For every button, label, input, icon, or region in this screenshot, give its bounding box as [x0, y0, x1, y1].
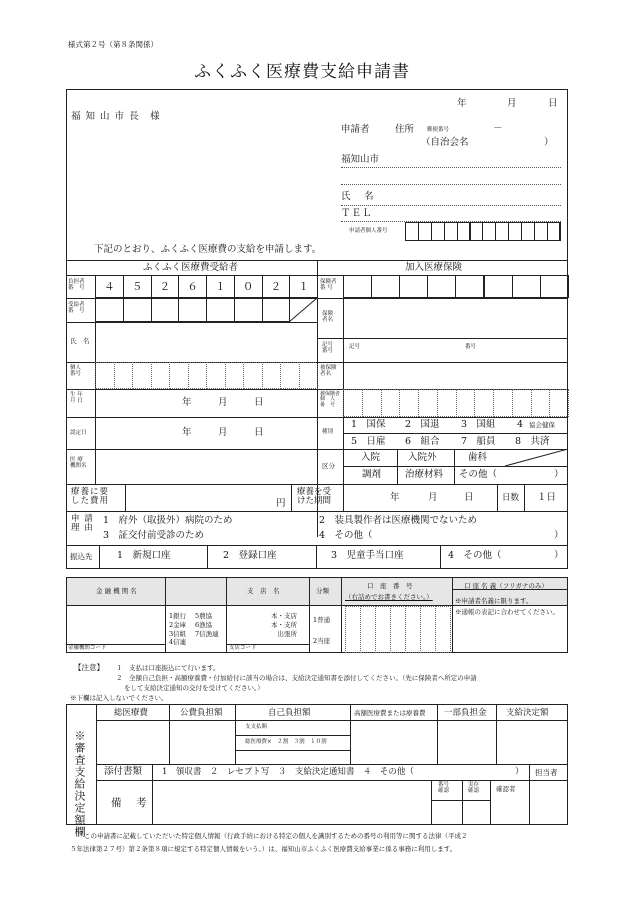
account-digit-4[interactable] — [390, 606, 406, 653]
reason-4[interactable]: 4 その他（ — [319, 530, 373, 541]
hokensha-digit-7[interactable] — [512, 275, 541, 298]
futan-label: 負担者 番 号 — [68, 279, 85, 291]
iryo-label: 医 療 機関名 — [70, 457, 87, 469]
hihoken-no-label: 被保険者 個 人 番 号 — [320, 391, 341, 408]
postal-label: 郵便番号 — [427, 127, 450, 133]
nintei-label: 認定日 — [70, 430, 87, 436]
reason-3[interactable]: 3 証交付前受診のため — [103, 530, 205, 541]
furikomi-4[interactable]: 4 その他（ — [448, 550, 502, 561]
type-4[interactable]: 4 — [517, 419, 524, 430]
hokensha-digit-5[interactable] — [455, 275, 484, 298]
jiko-l1: 支支払額 — [245, 724, 268, 730]
futan-digit-7[interactable]: ２ — [262, 275, 291, 298]
col-partial: 一部負担金 — [444, 708, 487, 718]
type-2[interactable]: 2 国退 — [405, 419, 440, 430]
col-total: 総医療費 — [114, 708, 149, 718]
type-3[interactable]: 3 国組 — [461, 419, 496, 430]
period-month: 月 — [428, 492, 438, 503]
hihoken-digit-5[interactable] — [418, 389, 438, 417]
furikomi-1[interactable]: 1 新規口座 — [117, 550, 171, 561]
type-8[interactable]: 8 共済 — [515, 436, 550, 447]
kojin-digit-8[interactable] — [225, 362, 245, 389]
note-2b: をして支給決定通知の交付を受けてください。） — [124, 684, 264, 692]
footer-line-1: この申請書に記載していただいた特定個人情報（行政手続における特定の個人を識別するための番号の利用等に関する法律（平成２ — [84, 832, 468, 840]
statement: 下記のとおり、ふくふく医療費の支給を申請します。 — [94, 244, 322, 255]
insurance-header: 加入医療保険 — [405, 262, 463, 273]
jichikai-close: ） — [544, 137, 554, 148]
futan-digit-3[interactable]: ２ — [151, 275, 180, 298]
bank-types-1: 1銀行 2金庫 3信組 4信連 — [169, 612, 187, 647]
furikomi-3[interactable]: 3 児童手当口座 — [331, 550, 404, 561]
bunrui-touza[interactable]: 2当座 — [313, 637, 331, 645]
bank-code-label: 金融機関コード — [68, 645, 107, 651]
branch-types: 本・支店 本・支所 出張所 — [271, 612, 297, 638]
jukyu-digit-4[interactable] — [178, 298, 207, 322]
kojin-digit-5[interactable] — [169, 362, 189, 389]
futan-digit-4[interactable]: ６ — [178, 275, 207, 298]
futan-digit-6[interactable]: ０ — [234, 275, 263, 298]
applicant-mynumber-cell-11[interactable] — [534, 222, 548, 241]
form-number: 様式第２号（第８条関係） — [68, 40, 158, 49]
applicant-mynumber-cell-1[interactable] — [405, 222, 419, 241]
period-day: 日 — [464, 492, 474, 503]
hokensha-digit-6[interactable] — [484, 275, 513, 298]
bunrui-header: 分類 — [316, 587, 329, 595]
hokensha-label: 保険者 番 号 — [320, 279, 337, 291]
futan-digit-2[interactable]: ５ — [123, 275, 152, 298]
jukyu-digit-3[interactable] — [151, 298, 180, 322]
reason-2[interactable]: 2 装具製作者は医療機関でないため — [319, 515, 478, 526]
jukyu-digit-5[interactable] — [206, 298, 235, 322]
bank-name-header: 金 融 機 関 名 — [96, 587, 137, 595]
reason-close: ） — [554, 530, 564, 541]
kojin-label: 個人 番号 — [70, 365, 82, 377]
futan-digit-5[interactable]: １ — [206, 275, 235, 298]
nintei-day: 日 — [254, 427, 264, 438]
hihoken-digit-1[interactable] — [343, 389, 363, 417]
date-year: 年 — [457, 98, 467, 109]
jukyu-slash — [289, 298, 317, 322]
kojin-digit-12[interactable] — [299, 362, 319, 389]
recipient-header: ふくふく医療費受給者 — [143, 262, 239, 273]
account-name-header: 口 座 名 義（フリガナのみ） — [464, 582, 548, 590]
kojin-digit-11[interactable] — [280, 362, 300, 389]
birth-year: 年 — [182, 397, 192, 408]
kubun-nyuingai[interactable]: 入院外 — [408, 452, 437, 463]
birth-day: 日 — [254, 397, 264, 408]
hihoken-digit-2[interactable] — [362, 389, 382, 417]
account-no-note: （右詰めでお書きください。） — [345, 593, 433, 601]
kojin-digit-4[interactable] — [151, 362, 171, 389]
hihoken-digit-7[interactable] — [456, 389, 476, 417]
review-side-label: ※審査支給決定額欄 — [73, 730, 86, 838]
hihoken-digit-9[interactable] — [493, 389, 513, 417]
page-title: ふくふく医療費支給申請書 — [194, 62, 410, 82]
account-digit-3[interactable] — [375, 606, 391, 653]
city-label: 福知山市 — [341, 154, 380, 165]
type-5[interactable]: 5 日雇 — [351, 436, 386, 447]
cost-label: 療養に要 した費用 — [71, 487, 110, 506]
attach-label: 添付書類 — [104, 766, 143, 777]
seinen-label: 生 年 月 日 — [70, 392, 83, 404]
check-bango: 番号 確認 — [438, 782, 450, 794]
bikou-label: 備 考 — [111, 797, 149, 809]
kubun-zairyo[interactable]: 治療材料 — [405, 469, 444, 480]
jukyu-digit-7[interactable] — [262, 298, 291, 322]
type-6[interactable]: 6 組合 — [405, 436, 440, 447]
date-month: 月 — [507, 98, 517, 109]
tantou-label: 担当者 — [535, 768, 558, 777]
hihoken-digit-8[interactable] — [474, 389, 494, 417]
days-label: 日数 — [502, 493, 520, 503]
applicant-mynumber-cell-4[interactable] — [444, 222, 458, 241]
attach-close: ） — [515, 767, 524, 777]
kojin-digit-2[interactable] — [114, 362, 134, 389]
period-label: 療養を受 けた期間 — [297, 487, 332, 506]
yen-unit: 円 — [276, 498, 286, 509]
furikomi-label: 振込先 — [70, 552, 93, 561]
futan-digit-1[interactable]: ４ — [95, 275, 124, 298]
nintei-month: 月 — [218, 427, 228, 438]
kubun-shika[interactable]: 歯科 — [468, 452, 488, 463]
branch-header: 支 店 名 — [247, 587, 280, 595]
period-year: 年 — [390, 492, 400, 503]
notes-label: 【注意】 — [74, 663, 104, 672]
bank-types-2: 5農協 6漁協 7信漁連 — [195, 612, 219, 638]
branch-code-label: 支店コード — [229, 645, 257, 651]
note-2: ２ 全額自己負担・高額療養費・付加給付に該当の場合は、支給決定通知書を添付してください。（先に保険者へ所定の申請 — [116, 674, 477, 682]
applicant-mynumber-cell-9[interactable] — [508, 222, 522, 241]
meigi-note-1: ※申請者名義に限ります。 — [455, 597, 533, 605]
col-public: 公費負担額 — [180, 708, 223, 718]
kubun-label: 区分 — [322, 462, 335, 470]
kojin-digit-10[interactable] — [262, 362, 282, 389]
nintei-year: 年 — [182, 427, 192, 438]
account-digit-1[interactable] — [345, 606, 361, 653]
kubun-nyuin[interactable]: 入院 — [361, 452, 381, 463]
account-digit-5[interactable] — [405, 606, 421, 653]
postal-dash: － — [493, 123, 503, 134]
hihoken-digit-4[interactable] — [399, 389, 419, 417]
applicant-mynumber-cell-3[interactable] — [431, 222, 445, 241]
type-7[interactable]: 7 船員 — [461, 436, 496, 447]
account-digit-7[interactable] — [435, 606, 451, 653]
furikomi-2[interactable]: 2 登録口座 — [223, 550, 277, 561]
kigo-label: 記号 番号 — [322, 342, 334, 354]
check-jitsuzon: 実存 確認 — [468, 782, 480, 794]
kigo-inner: 記号 — [349, 344, 361, 350]
shubetsu-label: 種別 — [322, 429, 334, 435]
type-4-kyokai: 協会健保 — [529, 421, 555, 429]
hihoken-digit-12[interactable] — [549, 389, 569, 417]
jiko-l2: 総医療費× ２割 ３割 １０割 — [245, 739, 327, 745]
futan-digit-8[interactable]: １ — [289, 275, 318, 298]
kojin-digit-1[interactable] — [95, 362, 115, 389]
kubun-sonota[interactable]: その他（ — [459, 469, 498, 480]
applicant-label: 申請者 — [341, 124, 370, 135]
birth-month: 月 — [218, 397, 228, 408]
jichikai-label[interactable]: （自治会名 — [421, 137, 469, 148]
meigi-note-2: ※通帳の表記に合わせてください。 — [455, 608, 559, 616]
hokensha-digit-3[interactable] — [399, 275, 428, 298]
col-high: 高額医療費または療養費 — [354, 709, 426, 717]
applicant-mynumber-cell-5[interactable] — [457, 222, 471, 241]
addressee: 福 知 山 市 長 様 — [71, 111, 161, 122]
reason-1[interactable]: 1 府外（取扱外）病院のため — [103, 515, 233, 526]
applicant-mynumber-cell-6[interactable] — [470, 222, 484, 241]
date-day: 日 — [548, 98, 558, 109]
jukyu-digit-1[interactable] — [95, 298, 124, 322]
hokensha-digit-4[interactable] — [427, 275, 456, 298]
hokensha-digit-2[interactable] — [371, 275, 400, 298]
hihoken-digit-10[interactable] — [512, 389, 532, 417]
note-3: ※下欄は記入しないでください。 — [70, 694, 168, 702]
account-digit-6[interactable] — [420, 606, 436, 653]
kojin-digit-9[interactable] — [243, 362, 263, 389]
footer-line-2: ５年法律第２７号）第２条第８項に規定する特定個人情報をいう。）は、福知山市ふくふく医療費支給事業に係る事務に利用します。 — [70, 845, 457, 853]
days-value: １日 — [537, 492, 557, 503]
applicant-mynumber-cell-8[interactable] — [495, 222, 509, 241]
col-self: 自己負担額 — [268, 708, 311, 718]
reason-label: 申 請 理 由 — [71, 514, 94, 533]
applicant-mynumber-cell-12[interactable] — [547, 222, 561, 241]
applicant-mynumber-cell-10[interactable] — [521, 222, 535, 241]
hihoken-digit-3[interactable] — [381, 389, 401, 417]
jukyu-digit-2[interactable] — [123, 298, 152, 322]
kubun-chozai[interactable]: 調剤 — [362, 469, 382, 480]
col-decision: 支給決定額 — [506, 708, 549, 718]
mynumber-label: 申請者個人番号 — [349, 228, 388, 234]
bango-inner: 番号 — [465, 344, 477, 350]
diagonal-slash — [505, 449, 568, 466]
applicant-mynumber-cell-7[interactable] — [482, 222, 496, 241]
shimei-label: 氏 名 — [70, 337, 90, 345]
hihoken-digit-11[interactable] — [531, 389, 551, 417]
hokensha-digit-1[interactable] — [343, 275, 372, 298]
address-label: 住所 — [395, 124, 415, 135]
bunrui-futsu[interactable]: 1普通 — [313, 616, 331, 624]
account-no-header: 口 座 番 号 — [367, 582, 413, 590]
tel-label: ＴＥＬ — [341, 208, 373, 219]
hihoken-digit-6[interactable] — [437, 389, 457, 417]
applicant-mynumber-cell-2[interactable] — [418, 222, 432, 241]
attach-items: 1 領収書 ２ レセプト写 ３ 支給決定通知書 ４ その他（ — [162, 767, 414, 777]
account-digit-2[interactable] — [360, 606, 376, 653]
jukyu-label: 受給者 番 号 — [68, 302, 85, 314]
hihoken-label: 被保険 者名 — [320, 365, 337, 377]
check-kakuninsha: 確認者 — [496, 785, 516, 793]
hokensha-name-label: 保険 者名 — [322, 311, 334, 323]
furikomi-close: ） — [554, 550, 564, 561]
kojin-digit-3[interactable] — [132, 362, 152, 389]
name-label: 氏 名 — [341, 191, 376, 202]
jukyu-digit-6[interactable] — [234, 298, 263, 322]
kojin-digit-6[interactable] — [188, 362, 208, 389]
type-1[interactable]: 1 国保 — [351, 419, 386, 430]
kojin-digit-7[interactable] — [206, 362, 226, 389]
kubun-close: ） — [554, 469, 564, 480]
hokensha-digit-8[interactable] — [540, 275, 569, 298]
note-1: １ 支払は口座振込にて行います。 — [116, 664, 220, 672]
